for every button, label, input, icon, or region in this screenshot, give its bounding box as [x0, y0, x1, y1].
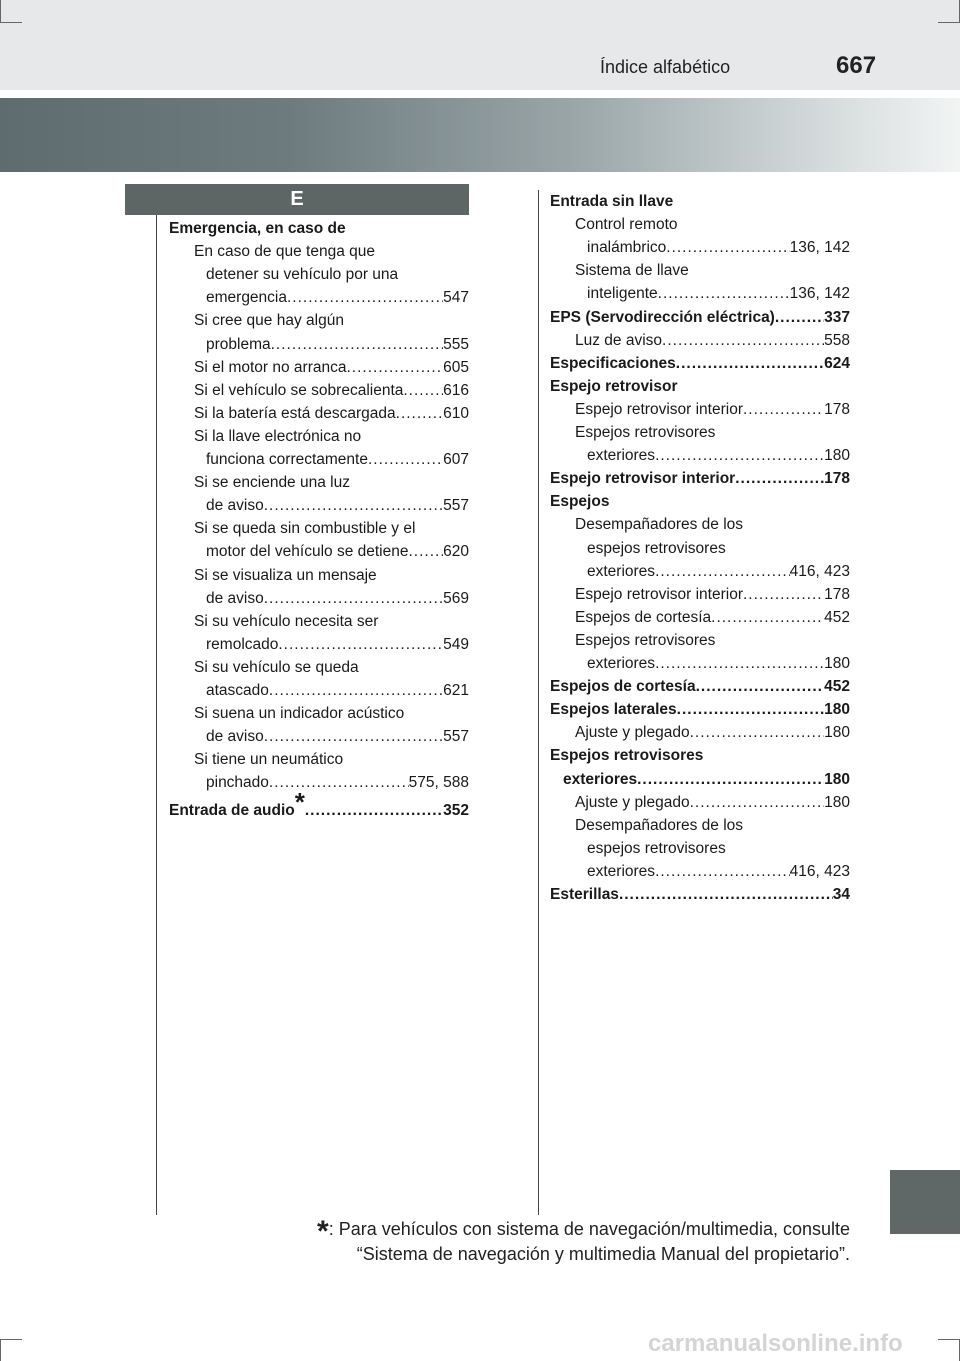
index-entry — [206, 540, 469, 563]
index-entry — [587, 560, 850, 583]
entry-term: Espejos de cortesía — [575, 608, 712, 626]
index-entry: Si se visualiza un mensaje — [194, 566, 377, 584]
dot-leader — [264, 494, 443, 517]
index-entry — [575, 583, 850, 606]
index-entry: Sistema de llave — [575, 262, 689, 280]
dot-leader — [368, 448, 443, 471]
index-entry: Si suena un indicador acústico — [194, 705, 405, 723]
index-entry — [550, 467, 850, 490]
entry-term: Si la batería está descargada — [194, 404, 396, 422]
crop-mark — [938, 1339, 960, 1340]
footnote-star-marker: * — [294, 786, 305, 817]
dot-leader — [269, 771, 409, 794]
index-entry: Si su vehículo se queda — [194, 658, 359, 676]
entry-page-ref: 178 — [824, 585, 850, 603]
entry-page-ref: 575, 588 — [408, 774, 469, 792]
crop-mark — [938, 22, 960, 23]
dot-leader — [271, 333, 444, 356]
index-entry: Desempañadores de los — [575, 816, 744, 834]
entry-page-ref: 136, 142 — [789, 239, 850, 257]
index-entry: Si se enciende una luz — [194, 474, 350, 492]
letter-heading: E — [125, 184, 469, 215]
entry-term: de aviso — [206, 589, 264, 607]
index-entry: Espejos — [550, 493, 610, 511]
entry-term: exteriores — [587, 655, 656, 672]
entry-term: Esterillas — [550, 886, 619, 903]
entry-page-ref: 452 — [824, 678, 850, 696]
footnote-line-1 — [280, 1212, 850, 1248]
entry-page-ref: 624 — [824, 354, 850, 372]
entry-term: exteriores — [587, 447, 656, 465]
entry-page-ref: 180 — [824, 701, 850, 719]
entry-term: Espejo retrovisor interior — [575, 400, 743, 418]
dot-leader — [662, 329, 824, 352]
entry-page-ref: 180 — [824, 655, 850, 672]
dot-leader — [658, 282, 790, 305]
entry-page-ref: 178 — [824, 400, 850, 418]
entry-page-ref: 180 — [824, 793, 850, 811]
index-entry: Emergencia, en caso de — [169, 220, 346, 237]
index-entry: Control remoto — [575, 216, 678, 234]
entry-page-ref: 416, 423 — [789, 562, 850, 580]
index-entry — [194, 356, 469, 379]
entry-term: Espejo retrovisor interior — [550, 470, 736, 488]
index-entry — [169, 786, 469, 819]
entry-term: emergencia — [206, 289, 287, 307]
footnote-line-2: “Sistema de navegación y multimedia Manual del propietario”. — [356, 1244, 850, 1264]
entry-page-ref: 136, 142 — [789, 285, 850, 303]
dot-leader — [347, 356, 444, 379]
index-entry — [206, 494, 469, 517]
section-title: Índice alfabético — [600, 57, 731, 77]
entry-term: inalámbrico — [587, 239, 667, 257]
entry-term: Espejos laterales — [550, 701, 677, 719]
dot-leader — [287, 286, 443, 309]
index-entry — [194, 402, 469, 425]
entry-page-ref: 557 — [443, 728, 469, 746]
entry-term: atascado — [206, 682, 269, 699]
entry-page-ref: 621 — [443, 682, 469, 699]
index-entry: espejos retrovisores — [587, 539, 726, 557]
entry-term: funciona correctamente — [206, 451, 368, 468]
entry-term: exteriores — [587, 562, 656, 580]
entry-term: Espejos de cortesía — [550, 678, 696, 696]
dot-leader — [690, 721, 825, 744]
index-entry: Si tiene un neumático — [194, 751, 344, 769]
index-entry: Espejo retrovisor — [550, 377, 678, 395]
entry-page-ref: 416, 423 — [789, 862, 850, 880]
index-entry: Entrada sin llave — [550, 193, 674, 210]
entry-page-ref: 610 — [443, 404, 469, 422]
crop-mark — [0, 1339, 22, 1340]
entry-page-ref: 547 — [443, 289, 469, 307]
crop-mark — [0, 0, 1, 22]
index-entry: Espejos retrovisores — [575, 424, 716, 441]
entry-term: Entrada de audio — [169, 801, 295, 819]
entry-page-ref: 549 — [443, 635, 469, 653]
column-rule-middle — [538, 190, 539, 1215]
entry-term: Especificaciones — [550, 354, 676, 372]
side-thumb-tab — [890, 1170, 960, 1234]
footnote — [280, 1212, 850, 1268]
watermark: carmanualsonline.info — [648, 1330, 903, 1357]
dot-leader — [269, 679, 443, 702]
entry-term: exteriores — [587, 862, 656, 880]
index-entry — [194, 379, 469, 402]
entry-page-ref: 605 — [443, 358, 469, 376]
page-number: 667 — [836, 52, 877, 79]
entry-term: problema — [206, 335, 271, 353]
index-entry — [206, 679, 469, 702]
index-entry — [550, 306, 850, 329]
entry-page-ref: 180 — [824, 770, 850, 788]
dot-leader — [696, 675, 825, 698]
index-entry — [206, 448, 469, 471]
entry-page-ref: 557 — [443, 497, 469, 515]
dot-leader — [690, 791, 825, 814]
index-entry — [575, 398, 850, 421]
index-entry — [587, 236, 850, 259]
dot-leader — [655, 860, 790, 883]
entry-term: Espejo retrovisor interior — [575, 585, 743, 603]
entry-term: Si el vehículo se sobrecalienta — [194, 381, 404, 399]
header-banner — [0, 98, 960, 172]
dot-leader — [711, 606, 824, 629]
index-entry — [575, 606, 850, 629]
entry-page-ref: 180 — [824, 724, 850, 742]
index-entry — [206, 771, 469, 794]
dot-leader — [655, 652, 824, 675]
index-entry: Si la llave electrónica no — [194, 427, 362, 445]
entry-page-ref: 34 — [832, 886, 850, 903]
index-entry — [206, 633, 469, 656]
entry-term: de aviso — [206, 728, 264, 746]
dot-leader — [735, 467, 824, 490]
dot-leader — [775, 306, 824, 329]
index-entry — [206, 725, 469, 748]
index-entry: Espejos retrovisores — [575, 631, 716, 649]
index-entry — [575, 791, 850, 814]
entry-term: Ajuste y plegado — [575, 724, 690, 742]
dot-leader — [278, 633, 443, 656]
entry-page-ref: 616 — [443, 381, 469, 399]
crop-mark — [0, 22, 22, 23]
entry-term: pinchado — [206, 774, 269, 792]
index-entry: Si su vehículo necesita ser — [194, 612, 379, 630]
index-entry: Si cree que hay algún — [194, 312, 344, 330]
column-rule-left — [156, 215, 157, 1215]
entry-term: Si el motor no arranca — [194, 358, 347, 376]
entry-page-ref: 569 — [443, 589, 469, 607]
entry-page-ref: 607 — [443, 451, 469, 468]
entry-page-ref: 337 — [824, 308, 850, 326]
dot-leader — [677, 698, 824, 721]
entry-page-ref: 620 — [443, 543, 469, 561]
entry-term: inteligente — [587, 285, 658, 303]
entry-term: EPS (Servodirección eléctrica) — [550, 308, 775, 326]
entry-page-ref: 178 — [824, 470, 850, 488]
entry-term: motor del vehículo se detiene — [206, 543, 409, 561]
index-entry — [206, 286, 469, 309]
entry-term: Ajuste y plegado — [575, 793, 690, 811]
index-entry: Desempañadores de los — [575, 516, 744, 534]
footnote-star: * — [317, 1215, 329, 1248]
entry-page-ref: 558 — [824, 331, 850, 349]
index-entry — [550, 883, 850, 906]
crop-mark — [0, 1339, 1, 1361]
index-entry: Espejos retrovisores — [550, 747, 704, 765]
index-entry — [563, 768, 850, 791]
entry-term: exteriores — [563, 770, 638, 788]
entry-page-ref: 452 — [824, 608, 850, 626]
entry-term: remolcado — [206, 635, 279, 653]
dot-leader — [619, 883, 833, 906]
entry-term: de aviso — [206, 497, 264, 515]
index-entry: detener su vehículo por una — [206, 266, 399, 284]
index-entry: En caso de que tenga que — [194, 243, 375, 261]
entry-page-ref: 180 — [824, 447, 850, 465]
footnote-text-1: : Para vehículos con sistema de navegación/multimedia, consulte — [328, 1219, 850, 1239]
dot-leader — [743, 398, 824, 421]
entry-page-ref: 352 — [443, 801, 469, 819]
header-background — [0, 0, 960, 90]
index-entry: Si se queda sin combustible y el — [194, 520, 416, 538]
dot-leader — [666, 236, 789, 259]
index-entry — [587, 652, 850, 675]
entry-term: Luz de aviso — [575, 331, 663, 349]
dot-leader — [264, 725, 443, 748]
dot-leader — [676, 352, 824, 375]
entry-page-ref: 555 — [443, 335, 469, 353]
dot-leader — [637, 768, 824, 791]
index-entry — [206, 333, 469, 356]
index-entry — [206, 587, 469, 610]
dot-leader — [743, 583, 824, 606]
index-entry — [550, 675, 850, 698]
dot-leader — [305, 799, 443, 822]
dot-leader — [655, 560, 790, 583]
dot-leader — [408, 540, 443, 563]
index-entry: espejos retrovisores — [587, 839, 726, 857]
dot-leader — [396, 402, 443, 425]
index-entry — [587, 860, 850, 883]
index-entry — [587, 282, 850, 305]
dot-leader — [403, 379, 443, 402]
index-entry — [575, 329, 850, 352]
dot-leader — [655, 444, 824, 467]
index-entry — [550, 698, 850, 721]
dot-leader — [264, 587, 443, 610]
index-entry — [587, 444, 850, 467]
index-entry — [575, 721, 850, 744]
index-entry — [550, 352, 850, 375]
